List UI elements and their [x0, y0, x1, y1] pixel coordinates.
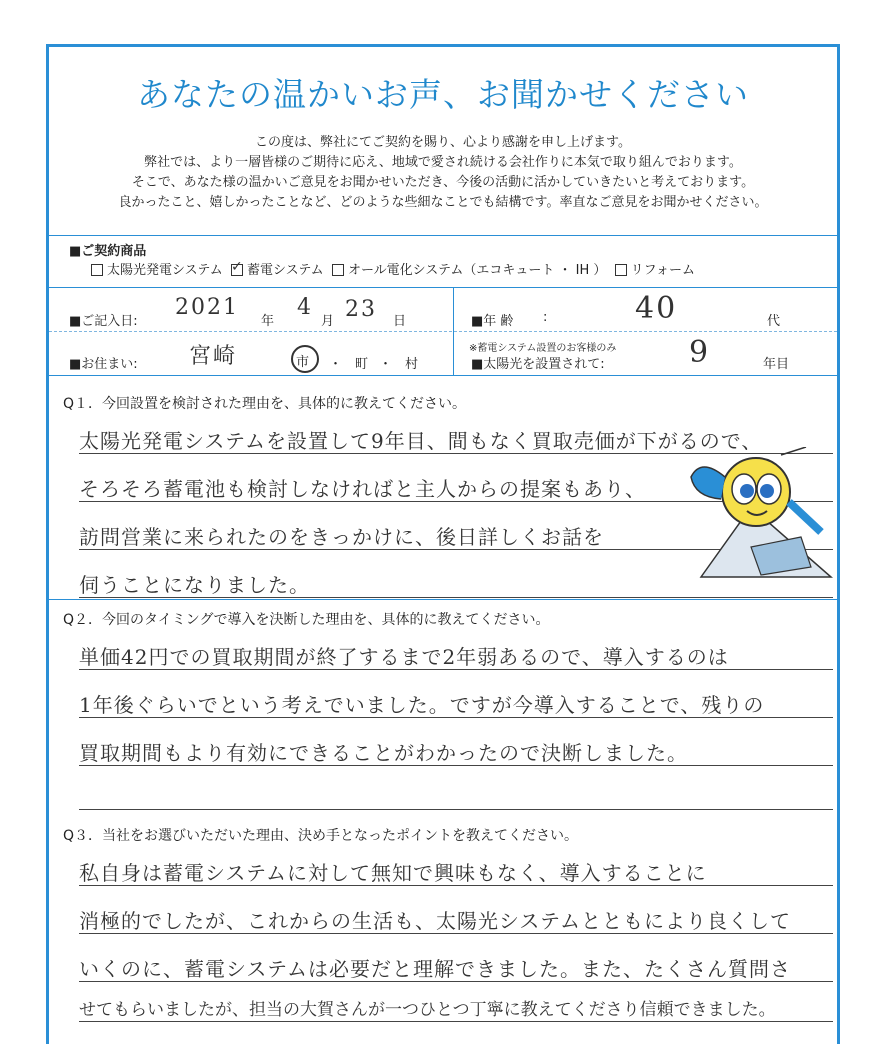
divider [49, 287, 837, 288]
day-value: 23 [345, 297, 377, 322]
solar-unit: 年目 [763, 357, 790, 372]
address-value: 宮崎 [189, 344, 238, 369]
month-unit: 月 [321, 314, 335, 329]
month-value: 4 [297, 295, 313, 320]
answer-line-text: 伺うことになりました。 [79, 573, 310, 597]
divider [49, 375, 837, 376]
answer-rule [79, 597, 833, 598]
question-1: Q１．今回設置を検討された理由を、具体的に教えてください。 [63, 396, 467, 412]
answer-rule [79, 981, 833, 982]
answer-line-text: いくのに、蓄電システムは必要だと理解できました。また、たくさん質問さ [79, 957, 791, 981]
intro-text: この度は、弊社にてご契約を賜り、心より感謝を申し上げます。 弊社では、より一層皆様のご期待に応え、地域で愛され続ける会社作りに本気で取り組んでおります。 そこで、あなた様の温かいご意見をお聞かせいただき、今後の活動に活かしていきたいと考えております。 良かったこと、嬉しかったことなど、どのような些細なことでも結構です。率直なご意見をお聞かせください。 [118, 135, 768, 210]
answer-rule [79, 933, 833, 934]
solar-value: 9 [689, 335, 711, 370]
answer-rule [79, 1021, 833, 1022]
divider [49, 235, 837, 236]
solar-label: ■太陽光を設置されて: [471, 357, 605, 372]
checkbox-all-electric[interactable]: オール電化システム（エコキュート ・ IH ） [332, 263, 606, 278]
contract-heading: ■ご契約商品 [69, 244, 147, 259]
age-value: 40 [635, 291, 678, 326]
age-label: ■年 齢 [471, 314, 514, 329]
answer-line-text: 太陽光発電システムを設置して9年目、間もなく買取売価が下がるので、 [79, 429, 763, 453]
survey-frame [46, 44, 840, 1044]
contract-options [91, 259, 695, 278]
answer-rule [79, 885, 833, 886]
answer-rule [79, 809, 833, 810]
year-unit: 年 [261, 314, 275, 329]
address-city: 市 [296, 355, 310, 370]
answer-line-text: 買取期間もより有効にできることがわかったので決断しました。 [79, 741, 688, 765]
address-dot: ・ [379, 357, 393, 372]
answer-line-text: せてもらいましたが、担当の大賀さんが一つひとつ丁寧に教えてくださり信頼できました。 [79, 1000, 776, 1020]
answer-line-text: 訪問営業に来られたのをきっかけに、後日詳しくお話を [79, 525, 604, 549]
answer-line-text: 単価42円での買取期間が終了するまで2年弱あるので、導入するのは [79, 645, 729, 669]
mascot-icon [681, 447, 841, 587]
checkbox-reform[interactable]: リフォーム [615, 263, 695, 278]
page-title: あなたの温かいお声、お聞かせください [137, 75, 749, 114]
age-colon: : [543, 310, 548, 325]
answer-line-text: 消極的でしたが、これからの生活も、太陽光システムとともにより良くして [79, 909, 791, 933]
checkbox-solar[interactable]: 太陽光発電システム [91, 263, 223, 278]
day-unit: 日 [393, 314, 407, 329]
answer-rule [79, 717, 833, 718]
checkbox-battery[interactable]: ✓ 蓄電システム [231, 263, 324, 278]
solar-note: ※蓄電システム設置のお客様のみ [469, 343, 617, 354]
address-village: 村 [405, 357, 419, 372]
question-2: Q２．今回のタイミングで導入を決断した理由を、具体的に教えてください。 [63, 612, 550, 628]
year-value: 2021 [175, 295, 239, 320]
question-3: Q３．当社をお選びいただいた理由、決め手となったポイントを教えてください。 [63, 828, 579, 844]
answer-line-text: 私自身は蓄電システムに対して無知で興味もなく、導入することに [79, 861, 707, 885]
address-town: 町 [355, 357, 369, 372]
address-dot: ・ [329, 357, 343, 372]
date-label: ■ご記入日: [69, 314, 138, 329]
age-unit: 代 [767, 314, 781, 329]
answer-line-text: 1年後ぐらいでという考えでいました。ですが今導入することで、残りの [79, 693, 765, 717]
answer-rule [79, 669, 833, 670]
answer-rule [79, 765, 833, 766]
divider [49, 331, 837, 332]
answer-line-text: そろそろ蓄電池も検討しなければと主人からの提案もあり、 [79, 477, 646, 501]
address-label: ■お住まい: [69, 357, 138, 372]
divider [49, 599, 837, 600]
